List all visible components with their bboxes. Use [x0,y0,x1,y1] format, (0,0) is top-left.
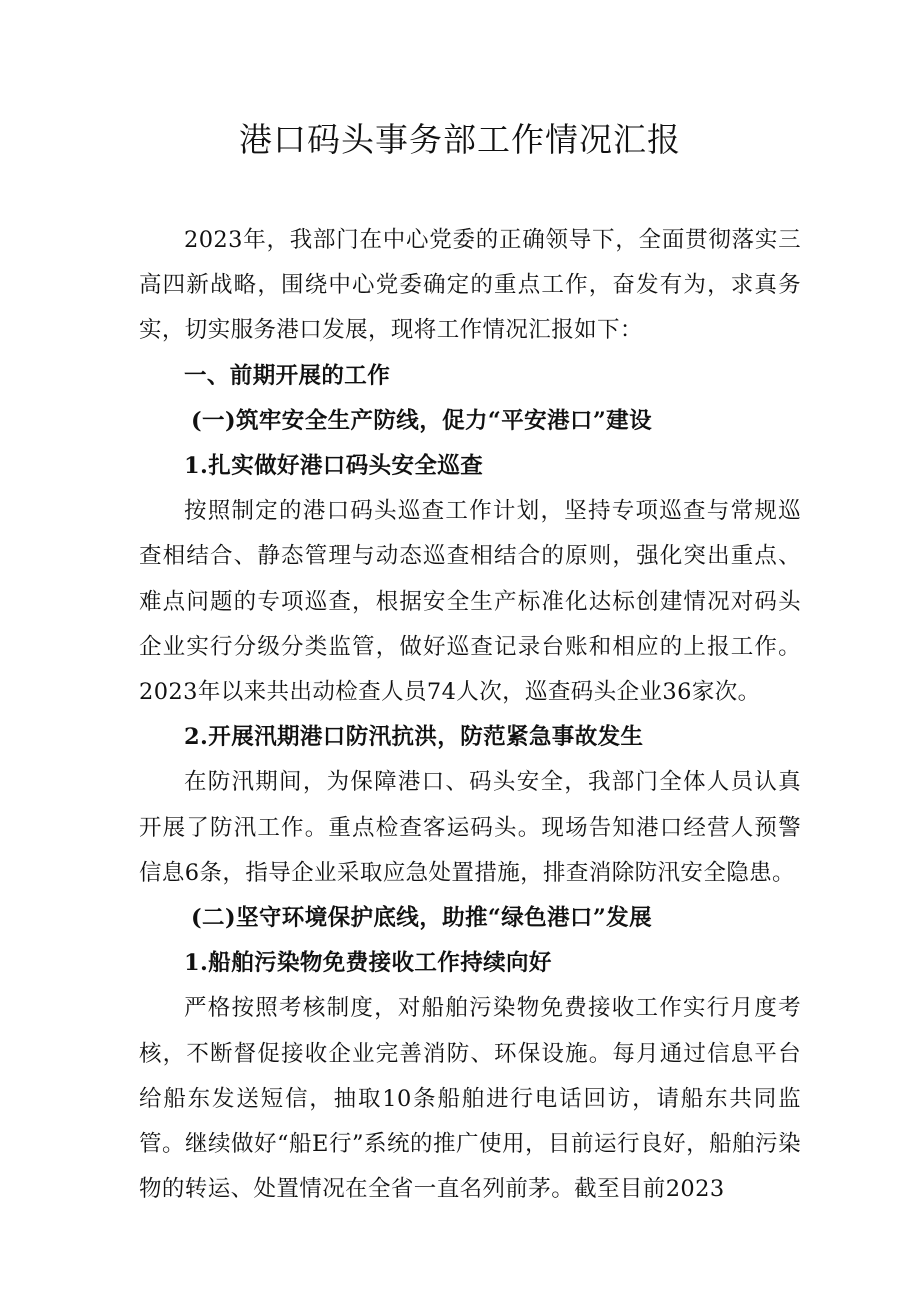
item-paragraph: 按照制定的港口码头巡查工作计划，坚持专项巡查与常规巡查相结合、静态管理与动态巡查相结合的原则，强化突出重点、难点问题的专项巡查，根据安全生产标准化达标创建情况对码头企业实行分级分类监管，做好巡查记录台账和相应的上报工作。2023年以来共出动检查人员74人次，巡查码头企业36家次。 [139,498,801,706]
document-title: 港口码头事务部工作情况汇报 [239,120,681,159]
item-paragraph: 严格按照考核制度，对船舶污染物免费接收工作实行月度考核，不断督促接收企业完善消防、环保设施。每月通过信息平台给船东发送短信，抽取10条船舶进行电话回访，请船东共同监管。继续做好“船E行”系统的推广使用，目前运行良好，船舶污染物的转运、处置情况在全省一直名列前茅。截至目前2023 [139,995,801,1203]
item-heading: 2.开展汛期港口防汛抗洪，防范紧急事故发生 [184,724,644,751]
item-heading: 1.扎实做好港口码头安全巡查 [184,453,484,480]
section-heading: 一、前期开展的工作 [184,362,391,389]
subsection-heading: (二)坚守环境保护底线，助推“绿色港口”发展 [191,905,652,932]
intro-paragraph: 2023年，我部门在中心党委的正确领导下，全面贯彻落实三高四新战略，围绕中心党委确定的重点工作，奋发有为，求真务实，切实服务港口发展，现将工作情况汇报如下： [139,227,801,344]
item-paragraph: 在防汛期间，为保障港口、码头安全，我部门全体人员认真开展了防汛工作。重点检查客运码头。现场告知港口经营人预警信息6条，指导企业采取应急处置措施，排查消除防汛安全隐患。 [139,769,801,886]
document-body [139,218,801,1212]
subsection-heading: (一)筑牢安全生产防线，促力“平安港口”建设 [191,407,652,434]
item-heading: 1.船舶污染物免费接收工作持续向好 [184,950,552,977]
